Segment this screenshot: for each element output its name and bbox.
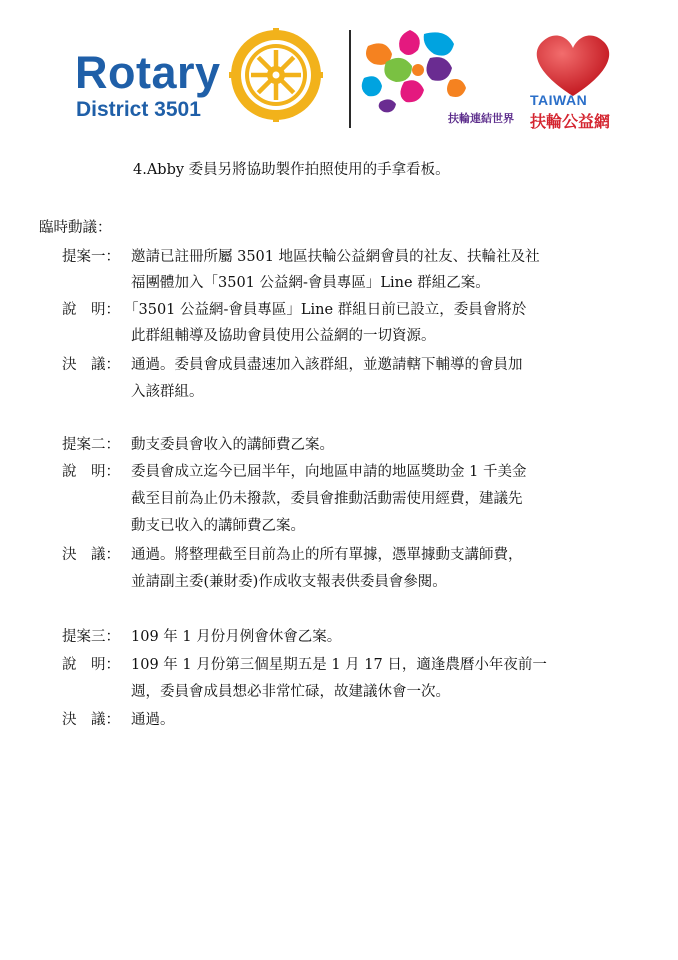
proposal-1-resolution-1: 通過。委員會成員盡速加入該群組，並邀請轄下輔導的會員加 <box>131 357 523 373</box>
proposal-2-label: 提案二： <box>62 437 120 453</box>
rotary-connects-world-icon <box>360 24 478 116</box>
proposal-2-explain-label: 說 明： <box>62 464 120 480</box>
proposal-2-resolution-2: 並請副主委(兼財委)作成收支報表供委員會參閱。 <box>131 574 447 590</box>
district-label: District 3501 <box>76 98 201 121</box>
proposal-3-resolution-1: 通過。 <box>131 712 175 728</box>
proposal-3-explain-1: 109 年 1 月份第三個星期五是 1 月 17 日，適逢農曆小年夜前一 <box>131 657 547 673</box>
item-4: 4.Abby 委員另將協助製作拍照使用的手拿看板。 <box>133 162 450 178</box>
proposal-2-explain-1: 委員會成立迄今已屆半年，向地區申請的地區獎助金 1 千美金 <box>131 464 527 480</box>
proposal-1-label: 提案一： <box>62 249 120 265</box>
proposal-1-resolution-label: 決 議： <box>62 357 120 373</box>
proposal-1-text-2: 福團體加入「3501 公益網-會員專區」Line 群組乙案。 <box>131 275 490 291</box>
taiwan-label: TAIWAN <box>530 92 588 108</box>
proposal-3-resolution-label: 決 議： <box>62 712 120 728</box>
network-label: 扶輪公益網 <box>530 112 611 131</box>
temp-motion-title: 臨時動議： <box>39 220 112 236</box>
proposal-3-explain-label: 說 明： <box>62 657 120 673</box>
connect-caption: 扶輪連結世界 <box>448 112 514 125</box>
proposal-1-explain-label: 說 明： <box>62 302 120 318</box>
proposal-1-text-1: 邀請已註冊所屬 3501 地區扶輪公益網會員的社友、扶輪社及社 <box>131 249 540 265</box>
proposal-3-explain-2: 週，委員會成員想必非常忙碌，故建議休會一次。 <box>131 684 450 700</box>
proposal-2-resolution-1: 通過。將整理截至目前為止的所有單據，憑單據動支講師費， <box>131 547 523 563</box>
rotary-wheel-icon <box>229 28 323 122</box>
proposal-2-text-1: 動支委員會收入的講師費乙案。 <box>131 437 334 453</box>
proposal-3-label: 提案三： <box>62 629 120 645</box>
proposal-2-resolution-label: 決 議： <box>62 547 120 563</box>
header-logos <box>0 0 678 150</box>
proposal-1-resolution-2: 入該群組。 <box>131 384 204 400</box>
rotary-logo-text: Rotary <box>75 47 221 98</box>
proposal-2-explain-3: 動支已收入的講師費乙案。 <box>131 518 305 534</box>
proposal-1-explain-1: 「3501 公益網-會員專區」Line 群組日前已設立，委員會將於 <box>124 302 527 318</box>
heart-icon <box>528 30 618 100</box>
proposal-3-text-1: 109 年 1 月份月例會休會乙案。 <box>131 629 342 645</box>
logo-divider <box>349 30 351 128</box>
proposal-2-explain-2: 截至目前為止仍未撥款，委員會推動活動需使用經費，建議先 <box>131 491 523 507</box>
proposal-1-explain-2: 此群組輔導及協助會員使用公益網的一切資源。 <box>131 328 436 344</box>
